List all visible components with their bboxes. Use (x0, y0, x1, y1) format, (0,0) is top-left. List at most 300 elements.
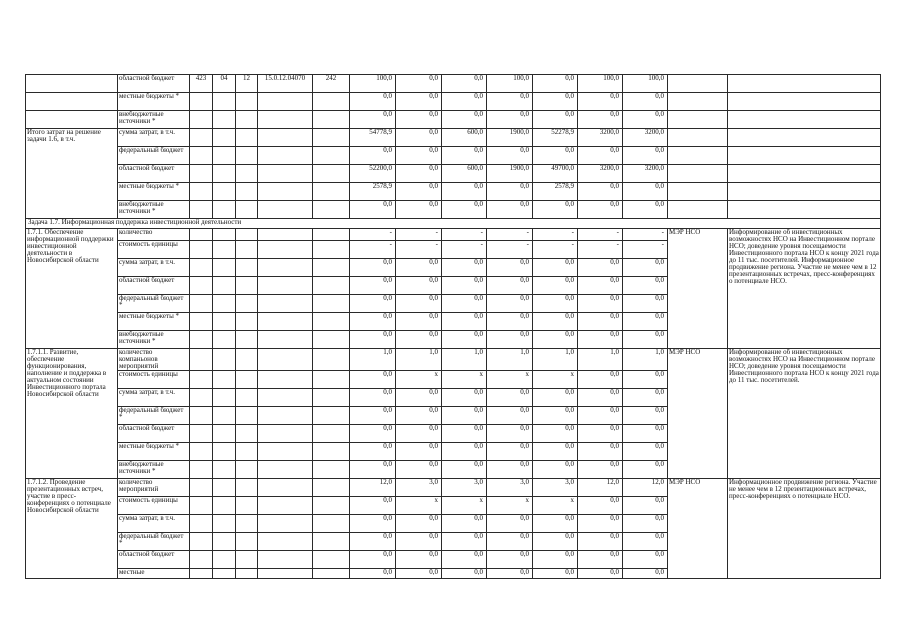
value-cell: 0,0 (350, 147, 396, 165)
budget-code (258, 349, 313, 371)
budget-code (213, 295, 236, 313)
value-cell: 0,0 (533, 201, 578, 219)
budget-code (236, 229, 258, 241)
value-cell: 0,0 (396, 533, 442, 551)
budget-code (213, 241, 236, 259)
value-cell: 3200,0 (578, 129, 623, 147)
budget-code (313, 425, 350, 443)
value-cell: 0,0 (487, 277, 533, 295)
budget-code (258, 461, 313, 479)
budget-code (190, 479, 213, 497)
value-cell: 1,0 (396, 349, 442, 371)
value-cell: 0,0 (533, 515, 578, 533)
value-cell: 0,0 (578, 147, 623, 165)
budget-code (190, 201, 213, 219)
table-row (26, 129, 881, 147)
value-cell: 0,0 (487, 533, 533, 551)
value-cell: 0,0 (442, 515, 487, 533)
budget-code (213, 479, 236, 497)
value-cell: x (487, 497, 533, 515)
expected-result (728, 129, 881, 147)
budget-code (236, 569, 258, 579)
budget-code (190, 389, 213, 407)
value-cell: 0,0 (396, 165, 442, 183)
budget-code (213, 93, 236, 111)
budget-code (190, 407, 213, 425)
value-cell: 0,0 (623, 515, 668, 533)
budget-code (213, 313, 236, 331)
value-cell: 0,0 (442, 461, 487, 479)
value-cell: 0,0 (487, 111, 533, 129)
value-cell: 0,0 (487, 313, 533, 331)
budget-code (190, 313, 213, 331)
budget-code (313, 349, 350, 371)
executor-cell (668, 183, 728, 201)
measure-name: 1.7.1. Обеспечение информационной поддержки инвестиционной деятельности в Новосибирской области (26, 229, 118, 349)
value-cell: 0,0 (442, 551, 487, 569)
funding-source: сумма затрат, в т.ч. (118, 129, 190, 147)
funding-source: количество (118, 229, 190, 241)
value-cell: 0,0 (396, 389, 442, 407)
budget-code (236, 371, 258, 389)
executor-cell: МЭР НСО (668, 479, 728, 579)
table-row (26, 183, 881, 201)
budget-code (258, 425, 313, 443)
value-cell: 0,0 (442, 407, 487, 425)
value-cell: 0,0 (350, 425, 396, 443)
funding-source: федеральный бюджет * (118, 533, 190, 551)
value-cell: 3200,0 (578, 165, 623, 183)
budget-code (190, 551, 213, 569)
value-cell: 0,0 (623, 201, 668, 219)
value-cell: 0,0 (350, 331, 396, 349)
value-cell: 0,0 (442, 313, 487, 331)
value-cell: 0,0 (533, 551, 578, 569)
measure-name: 1.7.1.2. Проведение презентационных встреч, участие в пресс-конференциях о потенциале Новосибирской области (26, 479, 118, 579)
funding-source: областной бюджет (118, 75, 190, 93)
funding-source: областной бюджет (118, 551, 190, 569)
budget-code (213, 201, 236, 219)
expected-result: Информирование об инвестиционных возможностях НСО на Инвестиционном портале НСО; доведение уровня посещаемости Инвестиционного портала НСО к концу 2021 года до 11 тыс. посетителей. (728, 349, 881, 479)
budget-code (236, 443, 258, 461)
value-cell: 0,0 (350, 277, 396, 295)
value-cell: 0,0 (487, 295, 533, 313)
budget-code (313, 551, 350, 569)
measure-name: Итого затрат на решение задачи 1.6, в т.ч. (26, 129, 118, 219)
budget-code (190, 569, 213, 579)
value-cell: 0,0 (578, 183, 623, 201)
budget-code (258, 259, 313, 277)
budget-code (213, 443, 236, 461)
value-cell: 0,0 (533, 331, 578, 349)
budget-code (313, 201, 350, 219)
value-cell: - (487, 229, 533, 241)
executor-cell (668, 165, 728, 183)
value-cell: - (350, 229, 396, 241)
value-cell: 0,0 (578, 569, 623, 579)
value-cell: 0,0 (578, 551, 623, 569)
budget-code (236, 241, 258, 259)
budget-code (236, 295, 258, 313)
value-cell: 0,0 (623, 183, 668, 201)
value-cell: 1900,0 (487, 165, 533, 183)
value-cell: 0,0 (487, 389, 533, 407)
budget-code (258, 111, 313, 129)
value-cell: 0,0 (533, 111, 578, 129)
value-cell: 0,0 (350, 389, 396, 407)
budget-code (313, 229, 350, 241)
value-cell: 0,0 (396, 569, 442, 579)
value-cell: 0,0 (623, 569, 668, 579)
budget-code (213, 461, 236, 479)
expected-result (728, 201, 881, 219)
value-cell: 0,0 (578, 277, 623, 295)
expected-result: Информирование об инвестиционных возможностях НСО на Инвестиционном портале НСО; доведение уровня посещаемости Инвестиционного портала НСО к концу 2021 года до 11 тыс. посетителей. Информационное продвижение региона. Участие не менее чем в 12 презентационных встречах, пресс-конференциях о потенциале НСО. (728, 229, 881, 349)
budget-code (313, 533, 350, 551)
value-cell: 0,0 (396, 75, 442, 93)
executor-cell: МЭР НСО (668, 229, 728, 349)
executor-cell: МЭР НСО (668, 349, 728, 479)
budget-code (236, 425, 258, 443)
value-cell: 0,0 (350, 259, 396, 277)
expected-result (728, 111, 881, 129)
value-cell: 0,0 (533, 147, 578, 165)
value-cell: 100,0 (487, 75, 533, 93)
funding-source: местные бюджеты * (118, 183, 190, 201)
budget-code (190, 129, 213, 147)
expected-result (728, 165, 881, 183)
budget-code (190, 443, 213, 461)
funding-source: сумма затрат, в т.ч. (118, 259, 190, 277)
funding-source: стоимость единицы (118, 371, 190, 389)
budget-code (190, 165, 213, 183)
funding-source: количество мероприятий (118, 479, 190, 497)
budget-code (258, 479, 313, 497)
section-header-row (26, 219, 881, 229)
value-cell: 0,0 (578, 533, 623, 551)
budget-code (190, 295, 213, 313)
value-cell: 0,0 (442, 425, 487, 443)
budget-code (258, 371, 313, 389)
value-cell: 0,0 (578, 259, 623, 277)
value-cell: 0,0 (350, 533, 396, 551)
value-cell: 0,0 (623, 461, 668, 479)
budget-code (213, 183, 236, 201)
executor-cell (668, 93, 728, 111)
budget-code (213, 165, 236, 183)
value-cell: 0,0 (487, 93, 533, 111)
expected-result (728, 147, 881, 165)
value-cell: 0,0 (350, 407, 396, 425)
budget-code (313, 461, 350, 479)
budget-code (236, 277, 258, 295)
value-cell: x (396, 497, 442, 515)
value-cell: 0,0 (623, 277, 668, 295)
value-cell: 0,0 (578, 111, 623, 129)
budget-code (258, 443, 313, 461)
value-cell: - (578, 229, 623, 241)
value-cell: 0,0 (350, 295, 396, 313)
value-cell: 0,0 (350, 569, 396, 579)
budget-code (313, 165, 350, 183)
budget-code (190, 277, 213, 295)
budget-code (313, 183, 350, 201)
value-cell: 0,0 (487, 259, 533, 277)
budget-code (190, 111, 213, 129)
value-cell: 0,0 (350, 313, 396, 331)
budget-code: 423 (190, 75, 213, 93)
value-cell: 0,0 (533, 443, 578, 461)
value-cell: 0,0 (396, 551, 442, 569)
budget-code (213, 349, 236, 371)
budget-code: 15.0.12.04070 (258, 75, 313, 93)
value-cell: 0,0 (533, 407, 578, 425)
value-cell: 0,0 (350, 111, 396, 129)
value-cell: 0,0 (442, 389, 487, 407)
budget-code (213, 533, 236, 551)
executor-cell (668, 111, 728, 129)
funding-source: местные бюджеты * (118, 93, 190, 111)
value-cell: 0,0 (578, 461, 623, 479)
value-cell: 0,0 (396, 183, 442, 201)
value-cell: 1,0 (487, 349, 533, 371)
value-cell: 0,0 (396, 259, 442, 277)
executor-cell (668, 147, 728, 165)
budget-code (213, 259, 236, 277)
value-cell: 0,0 (623, 295, 668, 313)
budget-code (213, 331, 236, 349)
budget-code (236, 147, 258, 165)
value-cell: 0,0 (442, 295, 487, 313)
value-cell: x (396, 371, 442, 389)
value-cell: 0,0 (350, 461, 396, 479)
value-cell: 100,0 (623, 75, 668, 93)
budget-code (236, 313, 258, 331)
budget-code (236, 165, 258, 183)
value-cell: 0,0 (487, 407, 533, 425)
value-cell: 0,0 (487, 569, 533, 579)
funding-source: внебюджетные источники * (118, 201, 190, 219)
executor-cell (668, 129, 728, 147)
program-measures-table (25, 74, 881, 579)
budget-code (190, 497, 213, 515)
budget-code (190, 241, 213, 259)
value-cell: 0,0 (533, 259, 578, 277)
budget-code (258, 93, 313, 111)
value-cell: 0,0 (578, 201, 623, 219)
funding-source: местные бюджеты * (118, 313, 190, 331)
value-cell: 2578,9 (350, 183, 396, 201)
value-cell: 12,0 (623, 479, 668, 497)
value-cell: 3200,0 (623, 165, 668, 183)
budget-code (258, 277, 313, 295)
value-cell: 1,0 (623, 349, 668, 371)
budget-code (213, 425, 236, 443)
value-cell: 1,0 (350, 349, 396, 371)
budget-code (313, 479, 350, 497)
value-cell: 0,0 (533, 569, 578, 579)
value-cell: - (623, 241, 668, 259)
value-cell: - (442, 241, 487, 259)
value-cell: 0,0 (487, 551, 533, 569)
section-title: Задача 1.7. Информационная поддержка инвестиционной деятельности (26, 219, 881, 229)
value-cell: - (396, 241, 442, 259)
budget-code (313, 407, 350, 425)
value-cell: 0,0 (396, 313, 442, 331)
value-cell: 3,0 (396, 479, 442, 497)
budget-code (190, 229, 213, 241)
value-cell: 0,0 (396, 111, 442, 129)
value-cell: 0,0 (396, 461, 442, 479)
table-row (26, 349, 881, 371)
measure-name: 1.7.1.1. Развитие, обеспечение функционирования, наполнение и поддержка в актуальном состоянии Инвестиционного портала Новосибирской области (26, 349, 118, 479)
budget-code (236, 515, 258, 533)
value-cell: 0,0 (533, 75, 578, 93)
budget-code (236, 497, 258, 515)
value-cell: 0,0 (578, 93, 623, 111)
budget-code (213, 569, 236, 579)
document-sheet (25, 74, 880, 579)
budget-code (258, 515, 313, 533)
value-cell: 0,0 (350, 497, 396, 515)
funding-source: областной бюджет (118, 277, 190, 295)
value-cell: 0,0 (487, 443, 533, 461)
value-cell: 0,0 (623, 371, 668, 389)
value-cell: 0,0 (350, 515, 396, 533)
budget-code (236, 201, 258, 219)
table-row (26, 479, 881, 497)
value-cell: 0,0 (533, 425, 578, 443)
value-cell: 0,0 (578, 497, 623, 515)
value-cell: 1,0 (578, 349, 623, 371)
budget-code (213, 277, 236, 295)
value-cell: 3,0 (487, 479, 533, 497)
budget-code (236, 129, 258, 147)
value-cell: 0,0 (396, 129, 442, 147)
value-cell: 54778,9 (350, 129, 396, 147)
value-cell: 0,0 (442, 183, 487, 201)
value-cell: 0,0 (623, 551, 668, 569)
value-cell: x (533, 497, 578, 515)
budget-code (258, 183, 313, 201)
budget-code (258, 533, 313, 551)
value-cell: 0,0 (578, 371, 623, 389)
value-cell: 100,0 (578, 75, 623, 93)
value-cell: 0,0 (396, 93, 442, 111)
table-row (26, 93, 881, 111)
budget-code (258, 551, 313, 569)
value-cell: 0,0 (578, 443, 623, 461)
value-cell: 0,0 (623, 497, 668, 515)
value-cell: 0,0 (623, 389, 668, 407)
budget-code (258, 165, 313, 183)
value-cell: 0,0 (442, 111, 487, 129)
value-cell: 0,0 (578, 331, 623, 349)
budget-code (236, 407, 258, 425)
budget-code (313, 295, 350, 313)
budget-code (213, 229, 236, 241)
value-cell: - (578, 241, 623, 259)
value-cell: 1900,0 (487, 129, 533, 147)
value-cell: 3,0 (533, 479, 578, 497)
funding-source: стоимость единицы (118, 497, 190, 515)
value-cell: 0,0 (533, 295, 578, 313)
value-cell: 0,0 (623, 147, 668, 165)
executor-cell (668, 75, 728, 93)
expected-result (728, 93, 881, 111)
value-cell: 2578,9 (533, 183, 578, 201)
value-cell: 0,0 (442, 93, 487, 111)
value-cell: 0,0 (350, 551, 396, 569)
value-cell: 0,0 (578, 407, 623, 425)
budget-code (190, 425, 213, 443)
value-cell: - (396, 229, 442, 241)
measure-name (26, 75, 118, 93)
budget-code (313, 569, 350, 579)
value-cell: x (487, 371, 533, 389)
value-cell: 0,0 (623, 533, 668, 551)
expected-result (728, 183, 881, 201)
budget-code (236, 111, 258, 129)
budget-code (213, 497, 236, 515)
value-cell: 12,0 (578, 479, 623, 497)
funding-source: федеральный бюджет (118, 147, 190, 165)
value-cell: - (533, 241, 578, 259)
value-cell: 0,0 (442, 147, 487, 165)
budget-code (213, 515, 236, 533)
funding-source: местные бюджеты * (118, 443, 190, 461)
budget-code (313, 331, 350, 349)
budget-code (258, 389, 313, 407)
value-cell: 0,0 (578, 313, 623, 331)
value-cell: 0,0 (533, 461, 578, 479)
budget-code (236, 533, 258, 551)
budget-code (313, 515, 350, 533)
value-cell: 0,0 (396, 331, 442, 349)
value-cell: 0,0 (396, 295, 442, 313)
table-row (26, 75, 881, 93)
measure-name (26, 111, 118, 129)
value-cell: 0,0 (396, 201, 442, 219)
budget-code (213, 111, 236, 129)
value-cell: 0,0 (487, 183, 533, 201)
value-cell: 0,0 (623, 425, 668, 443)
budget-code (190, 259, 213, 277)
value-cell: 0,0 (487, 461, 533, 479)
value-cell: 0,0 (623, 443, 668, 461)
funding-source: сумма затрат, в т.ч. (118, 515, 190, 533)
value-cell: 0,0 (442, 75, 487, 93)
funding-source: областной бюджет (118, 425, 190, 443)
funding-source: стоимость единицы (118, 241, 190, 259)
budget-code (313, 497, 350, 515)
budget-code (213, 147, 236, 165)
value-cell: 0,0 (487, 425, 533, 443)
value-cell: 600,0 (442, 129, 487, 147)
value-cell: 100,0 (350, 75, 396, 93)
value-cell: 0,0 (396, 515, 442, 533)
value-cell: 0,0 (623, 93, 668, 111)
value-cell: 52200,0 (350, 165, 396, 183)
budget-code (236, 479, 258, 497)
budget-code (190, 147, 213, 165)
value-cell: 0,0 (578, 389, 623, 407)
value-cell: 600,0 (442, 165, 487, 183)
budget-code (258, 569, 313, 579)
expected-result: Информационное продвижение региона. Участие не менее чем в 12 презентационных встречах, пресс-конференциях о потенциале НСО. (728, 479, 881, 579)
value-cell: 0,0 (442, 277, 487, 295)
budget-code (190, 331, 213, 349)
